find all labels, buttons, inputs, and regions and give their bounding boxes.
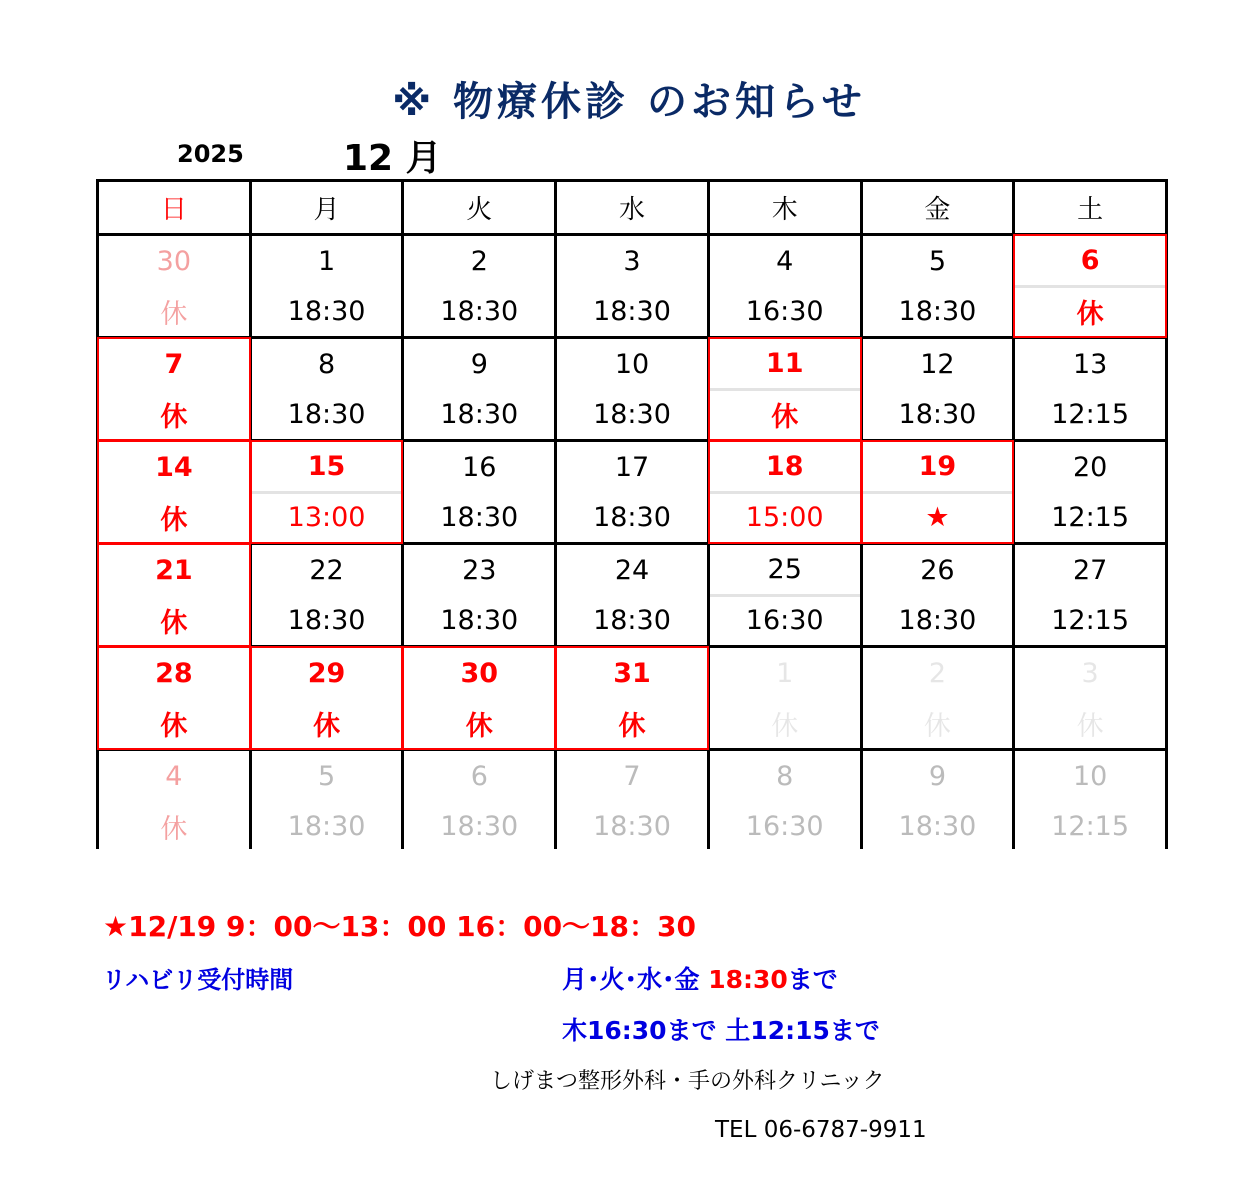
calendar-day-cell	[404, 236, 554, 336]
rehab-weekday-hours	[562, 960, 838, 996]
weekday-days: 月･火･水･金	[562, 965, 709, 994]
calendar-day-cell	[404, 545, 554, 645]
calendar-day-cell	[710, 442, 860, 542]
calendar-day-cell	[710, 236, 860, 336]
closing-time: 13:00	[287, 502, 366, 534]
day-number: 5	[928, 245, 947, 277]
closing-time: 休	[771, 402, 799, 434]
day-number: 15	[252, 442, 402, 494]
calendar-day-cell	[252, 442, 402, 542]
calendar-day-cell	[252, 648, 402, 748]
closing-time: 休	[923, 710, 951, 742]
closing-time: 18:30	[440, 398, 519, 430]
closing-time: 16:30	[745, 295, 824, 327]
day-number: 1	[317, 245, 336, 277]
calendar-day-cell	[863, 751, 1013, 851]
calendar-day-cell	[1015, 545, 1165, 645]
calendar-day-cell	[252, 751, 402, 851]
calendar-day-cell	[557, 545, 707, 645]
day-number: 26	[920, 554, 955, 586]
calendar-day-cell	[99, 442, 249, 542]
closing-time: 16:30	[745, 605, 824, 637]
day-number: 4	[776, 245, 794, 277]
day-number: 25	[710, 545, 860, 597]
closing-time: 18:30	[593, 810, 671, 842]
calendar-day-cell	[710, 751, 860, 851]
day-number: 24	[614, 554, 650, 586]
calendar-day-cell	[557, 751, 707, 851]
closing-time: 18:30	[440, 604, 519, 636]
calendar-day-cell	[557, 648, 707, 748]
day-number: 6	[470, 760, 488, 792]
closing-time: ★	[925, 502, 950, 534]
day-number: 27	[1072, 554, 1108, 586]
closing-time: 休	[160, 298, 188, 330]
calendar-day-cell	[863, 545, 1013, 645]
page-title: ※ 物療休診 のお知らせ	[392, 79, 866, 125]
calendar-day-cell	[557, 236, 707, 336]
day-number: 10	[614, 348, 650, 380]
closing-time: 休	[160, 401, 188, 433]
closing-time: 12:15	[1051, 604, 1130, 636]
day-number: 23	[462, 554, 497, 586]
closing-time: 18:30	[898, 295, 977, 327]
closing-time: 12:15	[1051, 810, 1130, 842]
closing-time: 休	[465, 710, 493, 742]
day-number: 9	[470, 348, 488, 380]
weekday-header: 木	[710, 182, 860, 233]
closing-time: 18:30	[898, 604, 977, 636]
weekday-suffix: まで	[787, 965, 838, 994]
closing-time: 18:30	[898, 398, 977, 430]
day-number: 5	[317, 760, 336, 792]
closing-time: 18:30	[593, 501, 671, 533]
day-number: 30	[156, 245, 192, 277]
calendar-day-cell	[252, 236, 402, 336]
day-number: 9	[928, 760, 947, 792]
closing-time: 18:30	[287, 810, 366, 842]
weekday-header: 日	[99, 182, 249, 233]
day-number: 28	[155, 657, 193, 689]
calendar-day-cell	[99, 339, 249, 439]
day-number: 13	[1072, 348, 1108, 380]
weekday-header: 土	[1015, 182, 1165, 233]
calendar-day-cell	[99, 545, 249, 645]
calendar-day-cell	[404, 648, 554, 748]
day-number: 18	[710, 442, 860, 494]
calendar-day-cell	[710, 648, 860, 748]
closing-time: 休	[1076, 299, 1104, 331]
closing-time: 12:15	[1051, 398, 1130, 430]
clinic-phone: TEL 06-6787-9911	[715, 1117, 927, 1143]
rehab-thu-sat-hours: 木16:30まで 土12:15まで	[562, 1016, 880, 1045]
day-number: 31	[613, 657, 651, 689]
calendar-day-cell	[252, 545, 402, 645]
clinic-name: しげまつ整形外科・手の外科クリニック	[490, 1069, 885, 1094]
closing-time: 休	[160, 813, 188, 845]
closing-time: 休	[160, 607, 188, 639]
day-number: 1	[776, 657, 794, 689]
calendar-grid	[96, 179, 1168, 849]
rehab-hours-label: リハビリ受付時間	[102, 966, 294, 994]
closing-time: 18:30	[440, 810, 519, 842]
special-hours-note: ★12/19 9：00～13：00 16：00～18：30	[103, 910, 696, 943]
closing-time: 18:30	[440, 295, 519, 327]
calendar-day-cell	[863, 236, 1013, 336]
day-number: 7	[164, 348, 184, 380]
closing-time: 18:30	[287, 295, 366, 327]
weekday-header: 火	[404, 182, 554, 233]
day-number: 10	[1072, 760, 1108, 792]
weekday-header: 金	[863, 182, 1013, 233]
closing-time: 18:30	[593, 295, 671, 327]
day-number: 3	[1081, 657, 1099, 689]
closing-time: 休	[313, 710, 341, 742]
day-number: 8	[317, 348, 336, 380]
calendar-day-cell	[557, 339, 707, 439]
year-label: 2025	[177, 140, 244, 168]
calendar-day-cell	[710, 339, 860, 439]
day-number: 2	[470, 245, 488, 277]
closing-time: 休	[618, 710, 646, 742]
calendar-day-cell	[1015, 648, 1165, 748]
closing-time: 休	[771, 710, 799, 742]
weekday-header: 水	[557, 182, 707, 233]
day-number: 4	[165, 760, 183, 792]
day-number: 19	[863, 442, 1013, 494]
calendar-day-cell	[1015, 339, 1165, 439]
calendar-day-cell	[1015, 751, 1165, 851]
day-number: 30	[460, 657, 499, 689]
calendar-day-cell	[1015, 236, 1165, 336]
month-label: 12 月	[343, 138, 442, 179]
calendar-day-cell	[863, 442, 1013, 542]
closing-time: 18:30	[593, 604, 671, 636]
calendar-day-cell	[99, 648, 249, 748]
calendar-day-cell	[710, 545, 860, 645]
calendar-day-cell	[252, 339, 402, 439]
day-number: 22	[309, 554, 344, 586]
closing-time: 休	[160, 504, 188, 536]
closing-time: 18:30	[440, 501, 519, 533]
weekday-time: 18:30	[708, 965, 788, 994]
closing-time: 16:30	[745, 810, 824, 842]
calendar-day-cell	[863, 339, 1013, 439]
closing-time: 15:00	[745, 502, 824, 534]
calendar-day-cell	[404, 751, 554, 851]
day-number: 3	[623, 245, 641, 277]
day-number: 8	[776, 760, 794, 792]
day-number: 6	[1015, 236, 1165, 288]
closing-time: 18:30	[593, 398, 671, 430]
day-number: 17	[614, 451, 650, 483]
day-number: 14	[155, 451, 193, 483]
day-number: 29	[307, 657, 346, 689]
calendar-day-cell	[557, 442, 707, 542]
day-number: 7	[623, 760, 641, 792]
day-number: 11	[710, 339, 860, 391]
closing-time: 18:30	[898, 810, 977, 842]
day-number: 20	[1072, 451, 1108, 483]
calendar-day-cell	[1015, 442, 1165, 542]
closing-time: 18:30	[287, 604, 366, 636]
closing-time: 18:30	[287, 398, 366, 430]
closing-time: 休	[160, 710, 188, 742]
closing-time: 12:15	[1051, 501, 1130, 533]
day-number: 12	[920, 348, 955, 380]
day-number: 21	[155, 554, 193, 586]
calendar-day-cell	[99, 751, 249, 851]
calendar-day-cell	[404, 339, 554, 439]
calendar-day-cell	[863, 648, 1013, 748]
weekday-header: 月	[252, 182, 402, 233]
calendar-day-cell	[99, 236, 249, 336]
day-number: 2	[928, 657, 947, 689]
calendar-day-cell	[404, 442, 554, 542]
day-number: 16	[462, 451, 497, 483]
closing-time: 休	[1076, 710, 1104, 742]
